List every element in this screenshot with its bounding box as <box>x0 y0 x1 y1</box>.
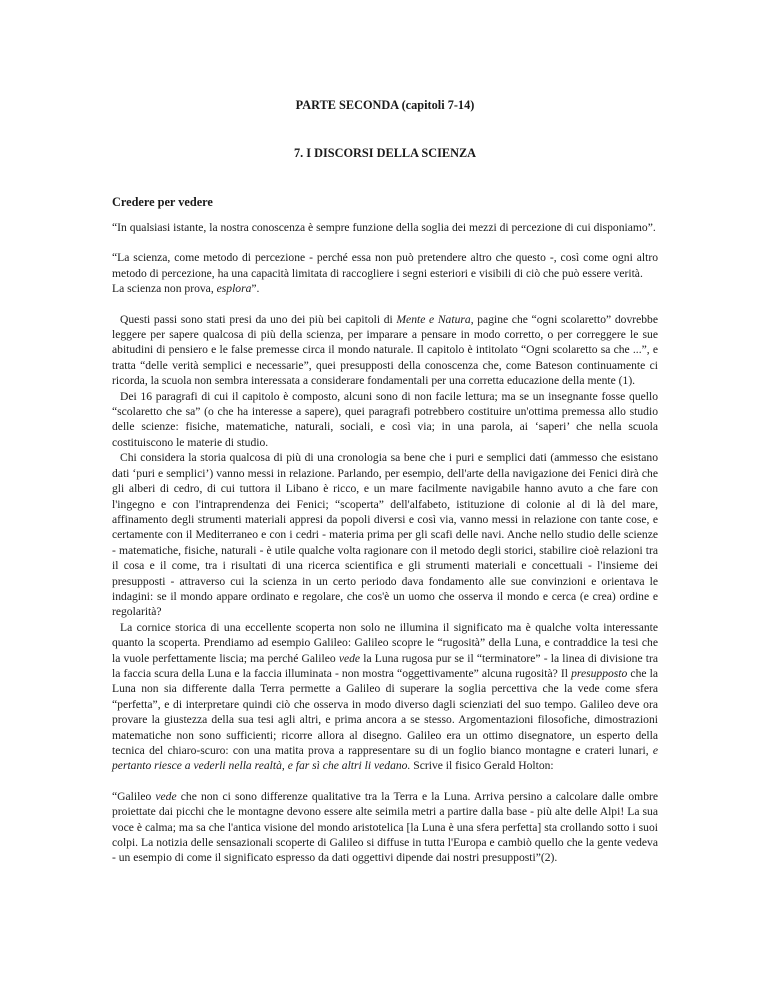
body-text <box>112 220 658 866</box>
quote-segment: ”. <box>251 282 260 296</box>
paragraph: Chi considera la storia qualcosa di più di una cronologia sa bene che i puri e semplici dati (ammesso che esistano dati ‘puri e semplici’) vanno messi in relazione. Parlando, per esempio, dell'arte della navigazione dei Fenici dirà che gli alberi di cedro, di cui tuttora il Libano è ricco, e un mare facilmente navigabile hanno avuto a che fare con l'ingegno e con l'intraprendenza dei Fenici; “scoperta” dell'alfabeto, istituzione di colonie al di là del mare, affinamento degli strumenti materiali appresi da popoli diversi e così via, vanno messi in relazione con tante cose, e certamente con il Mediterraneo e con i cedri - materia prima per gli scafi delle navi. Anche nello studio delle scienze - matematiche, fisiche, naturali - è utile qualche volta ragionare con il metodo degli storici, stabilire cioè relazioni tra il cosa e il come, tra i risultati di una ricerca scientifica e gli strumenti materiali e concettuali - l'insieme dei presupposti - attraverso cui la scienza in un certo periodo dava fondamento alle sue convinzioni e orientava le indagini: se il mondo appare ordinato e regolare, che cos'è un uomo che osserva il mondo e cerca (e crea) ordine e regolarità? <box>112 451 658 619</box>
paragraph: Dei 16 paragrafi di cui il capitolo è composto, alcuni sono di non facile lettura; ma se un insegnante fosse quello “scolaretto che sa” (o che ha interesse a sapere), quei paragrafi potrebbero costituire un'ottima premessa allo studio delle scienze: fisiche, matematiche, naturali, sociali, e così via; in una parola, ai ‘saperi’ che nella scuola costituiscono le materie di studio. <box>112 389 658 449</box>
quote-paragraph <box>112 789 658 866</box>
text-segment: Scrive il fisico Gerald Holton: <box>410 759 554 773</box>
quote-segment: “Galileo <box>112 789 156 803</box>
emphasis-text: Mente e Natura <box>396 312 471 326</box>
paragraph <box>112 620 658 774</box>
text-segment: Questi passi sono stati presi da uno dei più bei capitoli di <box>120 312 397 326</box>
section-heading: Credere per vedere <box>112 195 213 209</box>
emphasis-text: presupposto <box>571 666 628 680</box>
quote-paragraph: “In qualsiasi istante, la nostra conoscenza è sempre funzione della soglia dei mezzi di percezione di cui disponiamo”. <box>112 221 656 234</box>
emphasis-text: e pertanto riesce a vederli nella realtà, e far sì che altri li vedano. <box>112 744 658 773</box>
emphasis-text: vede <box>338 651 361 665</box>
text-segment: che la Luna non sia differente dalla Terra permette a Galileo di superare la soglia percettiva che la vede come sfera “perfetta”, e di interpretare quindi ciò che osserva in modo diverso dagli scienziati del suo tempo. Galileo deve ora provare la giustezza della sua tesi agli altri, e prima ancora a se stesso. Argomentazioni filosofiche, dimostrazioni matematiche non sono sufficienti; ricorre allora al disegno. Galileo era un ottimo disegnatore, un esperto della tecnica del chiaro-scuro: con una matita prova a rappresentare su di un foglio bianco montagne e crateri lunari, <box>112 666 658 757</box>
emphasis-text: vede <box>155 789 177 803</box>
emphasis-text: esplora <box>216 282 252 296</box>
quote-text <box>112 281 658 296</box>
text-segment: la Luna rugosa pur se il “terminatore” - la linea di divisione tra la faccia scura della Luna e la faccia illuminata - non mostra “oggettivamente” alcuna rugosità? Il <box>112 651 659 680</box>
text-segment: , pagine che “ogni scolaretto” dovrebbe leggere per sapere qualcosa di più della scienza, per imparare a pensare in modo corretto, o per correggere le sue abitudini di pensiero e le false premesse circa il mondo naturale. Il capitolo è intitolato “Ogni scolaretto sa che ...”, e tratta “delle verità semplici e necessarie”, quei presupposti della conoscenza che, come Bateson continuamente ci ricorda, la scuola non sembra interessata a considerare fondamentali per una corretta educazione della mente (1). <box>112 312 658 388</box>
part-heading: PARTE SECONDA (capitoli 7-14) <box>295 98 475 112</box>
quote-paragraph <box>112 250 658 296</box>
quote-segment: La scienza non prova, <box>112 282 217 296</box>
quote-segment: che non ci sono differenze qualitative tra la Terra e la Luna. Arriva persino a calcolare dalle ombre proiettate dai picchi che le montagne devono essere alte seimila metri a partire dalla base - più alte delle Alpi! La sua voce è calma; ma sa che l'antica visione del mondo aristotelica [la Luna è una sfera perfetta] sta crollando sotto i suoi colpi. La notizia delle sensazionali scoperte di Galileo si diffuse in tutta l'Europa e cambiò quello che la gente vedeva - un esempio di come il significato espresso da dati oggettivi dipende dai nostri presupposti”(2). <box>112 789 658 865</box>
text-segment: La cornice storica di una eccellente scoperta non solo ne illumina il significato ma è qualche volta interessante quanto la scoperta. Prendiamo ad esempio Galileo: Galileo scopre le “rugosità” della Luna, e contraddice la tesi che la vuole perfettamente liscia; ma perché Galileo <box>112 620 658 665</box>
paragraph <box>112 312 658 389</box>
quote-text: “La scienza, come metodo di percezione - perché essa non può pretendere altro che questo -, così come ogni altro metodo di percezione, ha una capacità limitata di raccogliere i segni esteriori e visibili di ciò che può essere verità. <box>112 251 658 280</box>
chapter-heading: 7. I DISCORSI DELLA SCIENZA <box>293 146 477 160</box>
